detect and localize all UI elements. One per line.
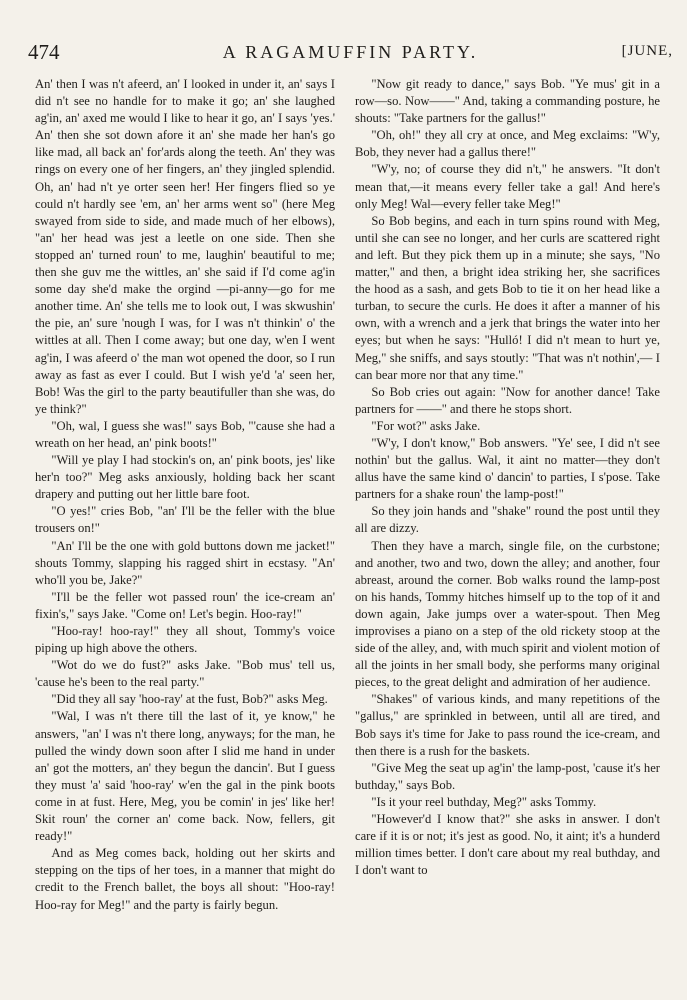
paragraph: "Oh, wal, I guess she was!" says Bob, "'cause she had a wreath on her head, an' pink boots!" [35, 418, 335, 450]
paragraph: "Wal, I was n't there till the last of it, ye know," he answers, "an' I was n't there long, anyways; for the man, he pulled the windy down soon after I slid me hand in under an' got the motters, an' they begun the dancin'. But I guess they must 'a' said 'hoo-ray' w'en the gal in the pink boots come in at fust. Here, Meg, you be comin' in jes' like her! Skit roun' the corner an' come back. Now, fellers, git ready!" [35, 709, 335, 844]
issue-month: [JUNE, [621, 43, 673, 59]
right-column [355, 76, 660, 879]
paragraph: "An' I'll be the one with gold buttons down me jacket!" shouts Tommy, slapping his ragged shirt in ecstasy. "An' who'll you be, Jake?" [35, 538, 335, 587]
paragraph: So Bob begins, and each in turn spins round with Meg, until she can see no longer, and her curls are scattered right and left. But they pick them up in a minute; she says, "No matter," and then, a bright idea striking her, she sacrifices the hood as a sash, and gets Bob to tie it on her head like a turban, to secure the curls. He does it after a manner of his own, with a wrench and a jerk that brings the water into her eyes; but when he says: "Hulló! I did n't mean to hurt ye, Meg," she sniffs, and says stoutly: "That was n't nothin',— I can bear more nor that any time." [355, 213, 660, 382]
paragraph: "Hoo-ray! hoo-ray!" they all shout, Tommy's voice piping up high above the others. [35, 624, 335, 656]
paragraph: "I'll be the feller wot passed roun' the ice-cream an' fixin's," says Jake. "Come on! Let's begin. Hoo-ray!" [35, 589, 335, 621]
paragraph: "Give Meg the seat up ag'in' the lamp-post, 'cause it's her buthday," says Bob. [355, 760, 660, 792]
paragraph: "Wot do we do fust?" asks Jake. "Bob mus' tell us, 'cause he's been to the real party." [35, 658, 335, 690]
paragraph: "For wot?" asks Jake. [371, 418, 481, 433]
paragraph: "W'y, no; of course they did n't," he answers. "It don't mean that,—it means every feller take a gal! And here's only Meg! Wal—every feller take Meg!" [355, 162, 660, 211]
paragraph: And as Meg comes back, holding out her skirts and stepping on the tips of her toes, in a manner that might do credit to the French ballet, the boys all shout: "Hoo-ray! Hoo-ray for Meg!" and the party is fairly begun. [35, 846, 335, 912]
paragraph: "O yes!" cries Bob, "an' I'll be the feller with the blue trousers on!" [35, 504, 335, 536]
paragraph: "However'd I know that?" she asks in answer. I don't care if it is or not; it's jest as good. No, it aint; it's a hunderd million times better. I don't care about my real buthday, and I don't want to [355, 812, 660, 878]
paragraph: So they join hands and "shake" round the post until they all are dizzy. [355, 504, 660, 536]
paragraph: "W'y, I don't know," Bob answers. "Ye' see, I did n't see nothin' but the gallus. Wal, it aint no matter—they don't allus have the same kind o' dancin' to parties, I s'pose. Take partners for a shake roun' the lamp-post!" [355, 435, 660, 502]
paragraph: "Now git ready to dance," says Bob. "Ye mus' git in a row—so. Now——" And, taking a commanding posture, he shouts: "Take partners for the gallus!" [355, 77, 660, 126]
running-title: A RAGAMUFFIN PARTY. [222, 42, 479, 62]
paragraph: "Oh, oh!" they all cry at once, and Meg exclaims: "W'y, Bob, they never had a gallus there!" [355, 128, 660, 160]
paragraph: So Bob cries out again: "Now for another dance! Take partners for ——" and there he stops short. [355, 384, 660, 416]
paragraph: An' then I was n't afeerd, an' I looked in under it, an' says I did n't see no handle for to make it go; an' she laughed ag'in, an' axed me would I like to hear it go, an' I says 'yes.' An' then she sot down afore it an' she made her han's go like mad, all back an' for'ards along the teeth. An' they was rings on every one of her fingers, an' they jingled splendid. Oh, an' had n't ye orter seen her! Her fingers flied so ye could n't hardly see 'em, an' her arms went so" (here Meg swayed from side to side, and made much of her elbows), "an' her head was jest a leetle on one side. Then she stopped an' turned roun' to me, laughin' beautiful to me; then she guv me the wittles, an' she said if I'd come ag'in some day she'd make the orgind —pi-anny—go for me another time. An' she tells me to look out, I was skwushin' the pie, an' sure 'nough I was, for I was n't thinkin' o' the wittles at all. Then I come away; but one day, w'en I went ag'in, I was afeerd o' the man wot opened the door, so I run away as fast as ever I could. But I wish ye'd 'a' seen her, Bob! Was the girl to the party beautifuller than she was, do ye think?" [35, 77, 335, 416]
paragraph: "Shakes" of various kinds, and many repetitions of the "gallus," are sprinkled in between, until all are tired, and Bob says it's time for Jake to pass round the ice-cream, and then there is a rush for the baskets. [355, 692, 660, 758]
page-number: 474 [28, 40, 60, 64]
paragraph: "Is it your reel buthday, Meg?" asks Tommy. [371, 794, 597, 809]
left-column [35, 76, 335, 914]
paragraph: "Will ye play I had stockin's on, an' pink boots, jes' like her'n too?" Meg asks anxiously, holding back her scant drapery and putting out her little bare foot. [35, 453, 335, 502]
running-header [28, 40, 673, 68]
paragraph: Then they have a march, single file, on the curbstone; and another, two and two, down the alley; and another, four abreast, around the corner. Bob walks round the lamp-post on his hands, Tommy hitches himself up to the top of it and down again, Jake jumps over a water-spout. Then Meg improvises a piano on a step of the old rickety stoop at the side of the alley, and, with much spirit and violent motion of all the joints in her small body, she performs many original pieces, to the great delight and admiration of her audience. [355, 538, 660, 690]
paragraph: "Did they all say 'hoo-ray' at the fust, Bob?" asks Meg. [51, 692, 328, 707]
